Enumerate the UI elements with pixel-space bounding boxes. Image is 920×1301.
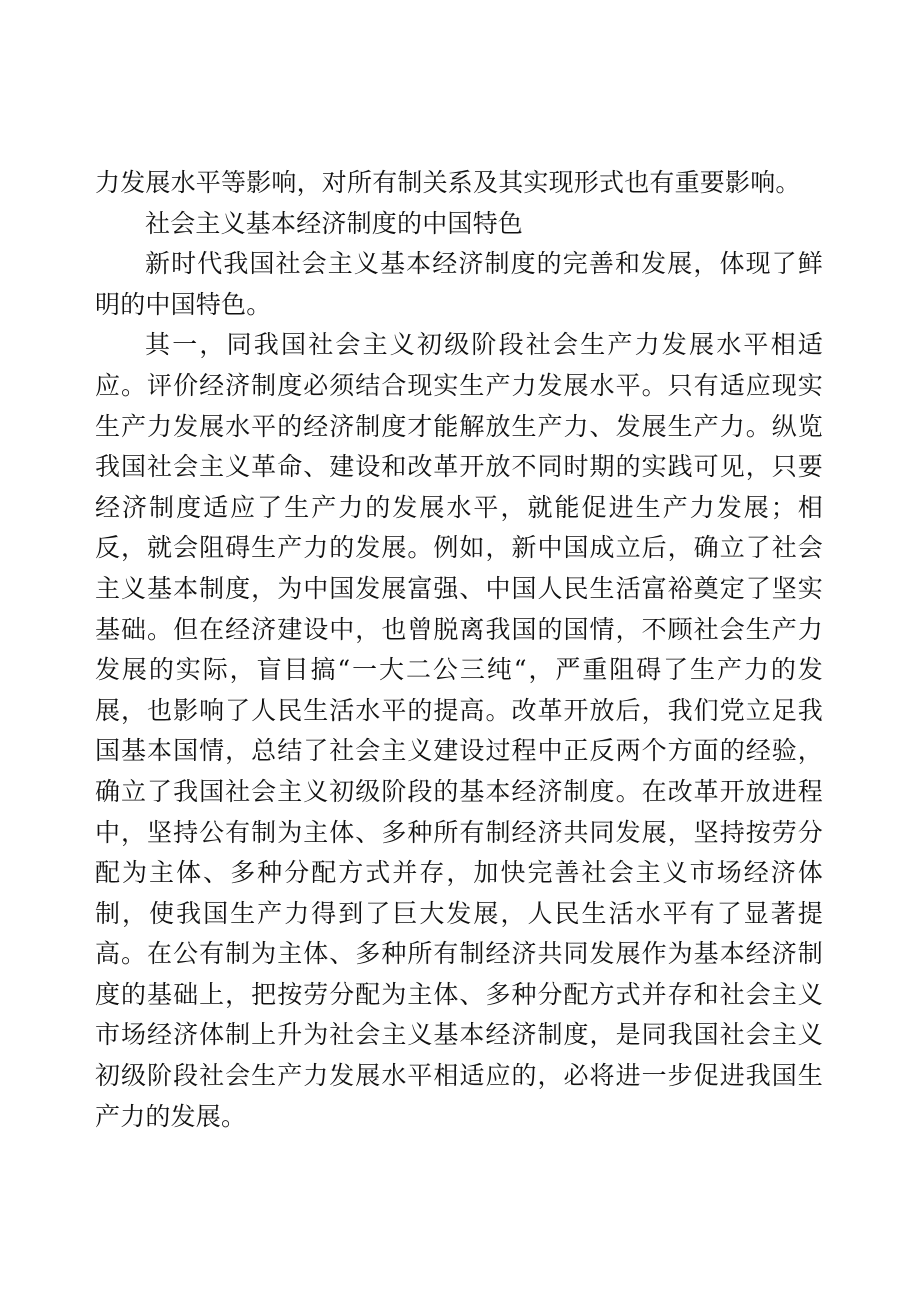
document-body: [95, 163, 823, 1137]
paragraph-point-one: 其一，同我国社会主义初级阶段社会生产力发展水平相适应。评价经济制度必须结合现实生产力发展水平。只有适应现实生产力发展水平的经济制度才能解放生产力、发展生产力。纵览我国社会主义革命、建设和改革开放不同时期的实践可见，只要经济制度适应了生产力的发展水平，就能促进生产力发展；相反，就会阻碍生产力的发展。例如，新中国成立后，确立了社会主义基本制度，为中国发展富强、中国人民生活富裕奠定了坚实基础。但在经济建设中，也曾脱离我国的国情，不顾社会生产力发展的实际，盲目搞“一大二公三纯“，严重阻碍了生产力的发展，也影响了人民生活水平的提高。改革开放后，我们党立足我国基本国情，总结了社会主义建设过程中正反两个方面的经验，确立了我国社会主义初级阶段的基本经济制度。在改革开放进程中，坚持公有制为主体、多种所有制经济共同发展，坚持按劳分配为主体、多种分配方式并存，加快完善社会主义市场经济体制，使我国生产力得到了巨大发展，人民生活水平有了显著提高。在公有制为主体、多种所有制经济共同发展作为基本经济制度的基础上，把按劳分配为主体、多种分配方式并存和社会主义市场经济体制上升为社会主义基本经济制度，是同我国社会主义初级阶段社会生产力发展水平相适应的，必将进一步促进我国生产力的发展。: [95, 330, 823, 1131]
paragraph-continuation: 力发展水平等影响，对所有制关系及其实现形式也有重要影响。: [95, 168, 801, 197]
section-heading: 社会主义基本经济制度的中国特色: [145, 208, 524, 238]
paragraph-intro: 新时代我国社会主义基本经济制度的完善和发展，体现了鲜明的中国特色。: [95, 249, 823, 319]
